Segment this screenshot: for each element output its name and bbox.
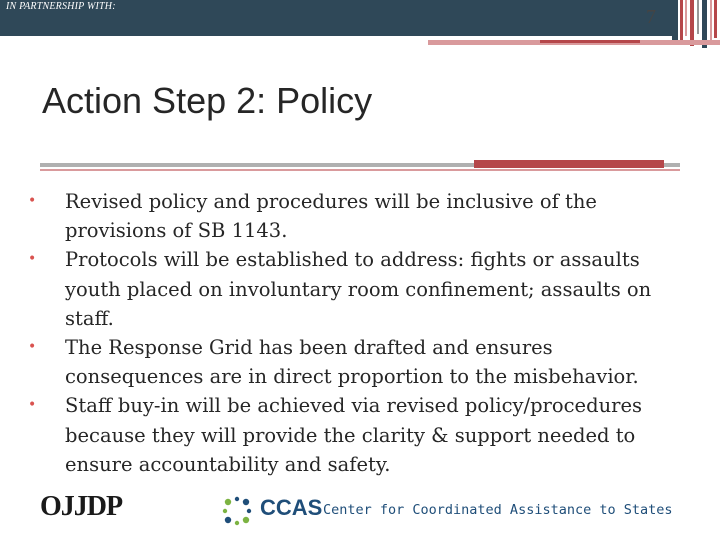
header-accent-line-dark (540, 40, 640, 43)
bullet-dot-icon: • (28, 193, 37, 209)
bullet-list (20, 187, 690, 479)
list-item: • Staff buy-in will be achieved via revised policy/procedures because they will provide the clarity & support needed to ensure accountability and safety. (20, 391, 690, 479)
list-item: • The Response Grid has been drafted and ensures consequences are in direct proportion to the misbehavior. (20, 333, 690, 391)
ccas-logo-icon (222, 496, 252, 526)
ojjdp-logo: OJJDP (40, 491, 123, 522)
title-underline-pink (40, 169, 680, 171)
list-item: • Revised policy and procedures will be inclusive of the provisions of SB 1143. (20, 187, 690, 245)
title-underline-red (474, 160, 664, 168)
bullet-dot-icon: • (28, 251, 37, 268)
bullet-dot-icon: • (28, 339, 37, 356)
list-item: • Protocols will be established to address: fights or assaults youth placed on involuntary room confinement; assaults on staff. (20, 245, 690, 333)
partner-label: IN PARTNERSHIP WITH: (6, 1, 116, 12)
header-bar (0, 0, 672, 36)
page-number: 7 (646, 6, 656, 28)
ccas-abbrev: CCAS (260, 495, 323, 520)
ccas-full-name: Center for Coordinated Assistance to States (323, 502, 673, 518)
slide-title: Action Step 2: Policy (42, 80, 373, 121)
bullet-dot-icon: • (28, 397, 37, 414)
